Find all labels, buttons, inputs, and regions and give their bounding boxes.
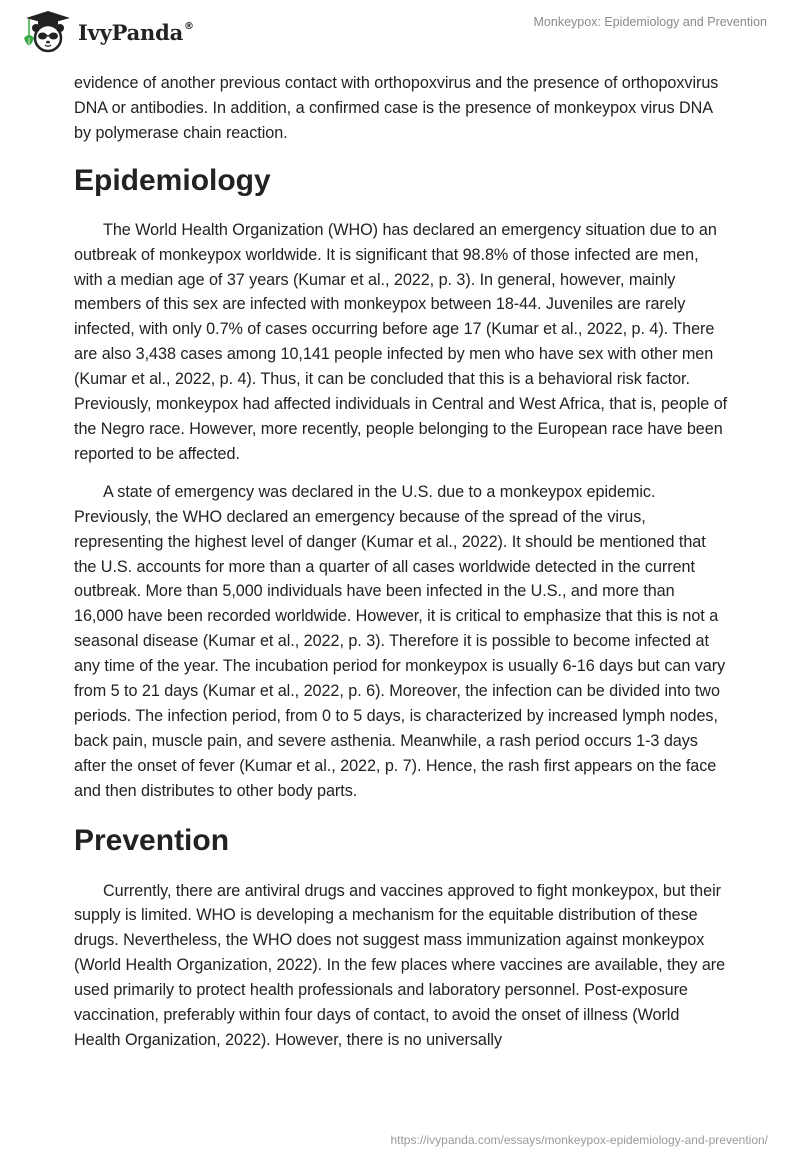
essay-body <box>74 71 728 1053</box>
document-title: Monkeypox: Epidemiology and Prevention <box>533 15 767 29</box>
logo-wordmark: IvyPanda® <box>78 19 194 45</box>
paragraph-gap <box>74 467 728 480</box>
prevention-paragraph-1: Currently, there are antiviral drugs and vaccines approved to fight monkeypox, but their supply is limited. WHO is developing a mechanism for the equitable distribution of these drugs. Nevertheless, the WHO does not suggest mass immunization against monkeypox (World Health Organization, 2022). In the few places where vaccines are available, they are used primarily to protect health professionals and laboratory personnel. Post-exposure vaccination, preferably within four days of contact, to avoid the onset of illness (World Health Organization, 2022). However, there is no universally <box>74 881 726 1049</box>
epidemiology-paragraph-1: The World Health Organization (WHO) has declared an emergency situation due to an outbreak of monkeypox worldwide. It is significant that 98.8% of those infected are men, with a median age of 37 years (Kumar et al., 2022, p. 3). In general, however, mainly members of this sex are infected with monkeypox between 18-44. Juveniles are rarely infected, with only 0.7% of cases occurring before age 17 (Kumar et al., 2022, p. 4). There are also 3,438 cases among 10,141 people infected by men who have sex with other men (Kumar et al., 2022, p. 4). Thus, it can be concluded that this is a behavioral risk factor. Previously, monkeypox had affected individuals in Central and West Africa, that is, people of the Negro race. However, more recently, people belonging to the European race have been reported to be affected. <box>74 220 728 463</box>
section-heading-epidemiology: Epidemiology <box>74 163 271 197</box>
panda-graduate-icon <box>18 8 74 54</box>
epidemiology-paragraph-2: A state of emergency was declared in the U.S. due to a monkeypox epidemic. Previously, the WHO declared an emergency because of the spread of the virus, representing the highest level of danger (Kumar et al., 2022). It should be mentioned that the U.S. accounts for more than a quarter of all cases worldwide detected in the current outbreak. More than 5,000 individuals have been infected in the U.S., and more than 16,000 have been recorded worldwide. However, it is critical to emphasize that this is not a seasonal disease (Kumar et al., 2022, p. 3). Therefore it is possible to become infected at any time of the year. The incubation period for monkeypox is usually 6-16 days but can vary from 5 to 21 days (Kumar et al., 2022, p. 6). Moreover, the infection can be divided into two periods. The infection period, from 0 to 5 days, is characterized by increased lymph nodes, back pain, muscle pain, and severe asthenia. Meanwhile, a rash period occurs 1-3 days after the onset of fever (Kumar et al., 2022, p. 7). Hence, the rash first appears on the face and then distributes to other body parts. <box>74 482 726 800</box>
section-heading-prevention: Prevention <box>74 823 230 857</box>
ivypanda-logo[interactable] <box>18 8 194 54</box>
page-header <box>0 0 800 62</box>
registered-mark: ® <box>184 20 194 32</box>
source-url-link[interactable]: https://ivypanda.com/essays/monkeypox-epidemiology-and-prevention/ <box>390 1133 768 1147</box>
intro-paragraph-continuation: evidence of another previous contact with orthopoxvirus and the presence of orthopoxvirus DNA or antibodies. In addition, a confirmed case is the presence of monkeypox virus DNA by polymerase chain reaction. <box>74 74 719 142</box>
